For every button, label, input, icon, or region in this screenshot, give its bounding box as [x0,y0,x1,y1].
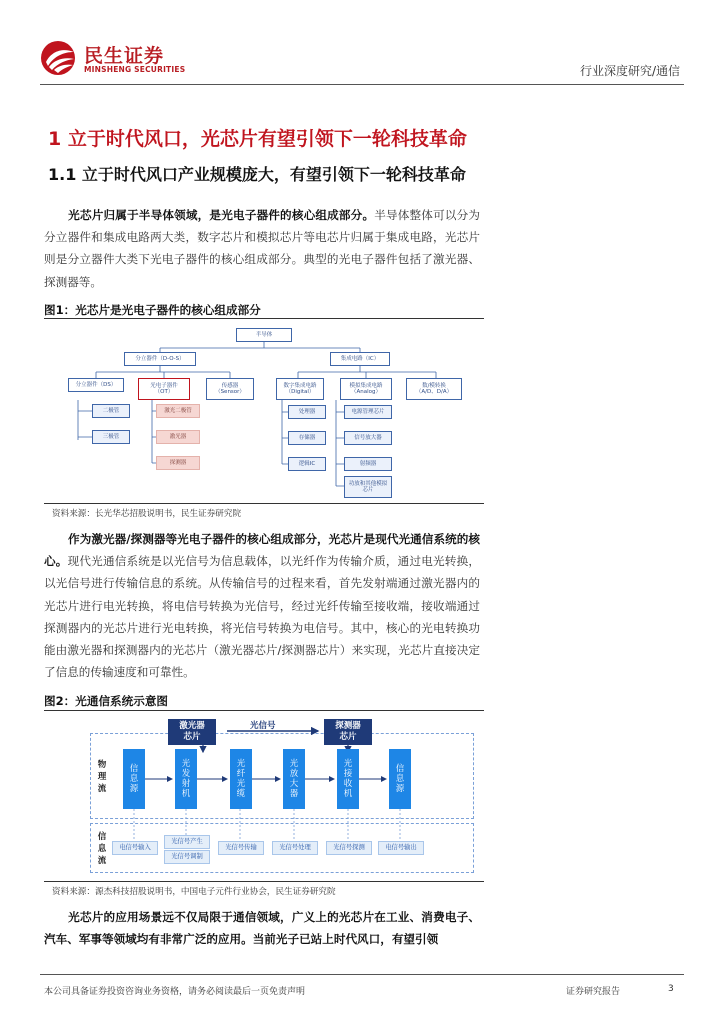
block-fiber-char-2: 纤 [236,769,246,779]
figure-2-bottom-rule [44,881,484,882]
node-digital-ic [276,378,324,400]
figure-1-source: 资料来源：长光华芯招股说明书，民生证券研究院 [52,509,242,519]
block-amplifier-char-2: 放 [289,769,299,779]
figure-2-optical-communication [44,713,484,883]
paragraph-1-lead: 光芯片归属于半导体领域，是光电子器件的核心组成部分。 [68,208,375,222]
node-sensor-abbr: （Sensor） [215,389,245,395]
laser-chip-line2: 芯片 [183,732,201,742]
detector-chip-box [324,719,372,745]
block-transmitter-char-4: 机 [181,789,191,799]
node-optoelectronic-label: 光电子器件 [150,383,178,389]
node-ds: 分立器件（DS） [68,378,124,392]
logo-chinese-name: 民生证券 [84,45,165,67]
info-flow-label [96,831,108,867]
block-amplifier-char-4: 器 [289,789,299,799]
section-title: 1 立于时代风口，光芯片有望引领下一轮科技革命 [48,128,467,150]
block-optical-receiver [337,749,359,809]
laser-chip-box [168,719,216,745]
block-info-source-char-2: 息 [129,774,139,784]
paragraph-1 [44,204,480,293]
node-memory: 存储器 [288,431,326,445]
info-optical-generation: 光信号产生 [164,835,210,849]
footer-divider [40,974,684,975]
detector-chip-line1: 探测器 [335,721,361,731]
optical-signal-label: 光信号 [250,721,276,731]
node-processor: 处理器 [288,405,326,419]
subsection-title: 1.1 立于时代风口产业规模庞大，有望引领下一轮科技革命 [48,165,466,184]
node-integrated-circuits: 集成电路（IC） [330,352,390,366]
figure-1-title: 图1：光芯片是光电子器件的核心组成部分 [44,303,261,317]
minsheng-logo-icon [40,40,78,76]
block-info-sink [389,749,411,809]
block-info-sink-char-3: 源 [395,784,405,794]
node-digital-ic-label: 数字集成电路 [283,383,317,389]
figure-1-top-rule [44,318,484,319]
node-ad-da [406,378,462,400]
node-ad-da-abbr: （A/D、D/A） [415,389,453,395]
physical-flow-label [96,759,108,795]
info-optical-transmission: 光信号传输 [218,841,264,855]
figure-2-connectors [44,713,484,883]
block-fiber-char-4: 缆 [236,789,246,799]
node-detector: 探测器 [156,456,200,470]
info-optical-modulation: 光信号调制 [164,850,210,864]
node-laser-diode: 激光二极管 [156,404,200,418]
node-diode: 二极管 [92,404,130,418]
block-info-source-char-3: 源 [129,784,139,794]
node-analog-ic [340,378,392,400]
node-other-analog [344,476,392,498]
physical-flow-char-3: 流 [97,784,107,794]
block-receiver-char-1: 光 [343,759,353,769]
figure-2-title: 图2：光通信系统示意图 [44,694,169,708]
paragraph-3 [44,906,480,950]
node-triode: 三极管 [92,430,130,444]
node-logic-ic: 逻辑IC [288,457,326,471]
block-fiber-char-1: 光 [236,759,246,769]
node-optoelectronic [138,378,190,400]
node-other-analog-line2: 芯片 [362,487,374,493]
node-optoelectronic-abbr: （OT） [154,389,174,395]
paragraph-2-lead: 作为激光器/探测器等光电子器件的核心组成部分，光芯片是现代光通信系统的核心。 [44,532,480,569]
node-analog-ic-label: 模拟集成电路 [349,383,383,389]
paragraph-1-body: 半导体整体可以分为分立器件和集成电路两大类，数字芯片和模拟芯片等电芯片归属于集成电路，光芯片则是分立器件大类下光电子器件的核心组成部分。典型的光电子器件包括了激光器、探测器等。 [44,208,480,289]
laser-chip-line1: 激光器 [179,721,205,731]
figure-1-bottom-rule [44,503,484,504]
node-digital-ic-abbr: （Digital） [285,389,315,395]
logo-english-name: MINSHENG SECURITIES [84,65,186,74]
block-receiver-char-4: 机 [343,789,353,799]
info-flow-char-3: 流 [97,856,107,866]
figure-2-source: 资料来源：源杰科技招股说明书，中国电子元件行业协会，民生证券研究院 [52,887,336,897]
detector-chip-line2: 芯片 [339,732,357,742]
block-optical-amplifier [283,749,305,809]
node-signal-amplifier: 信号放大器 [344,431,392,445]
block-transmitter-char-3: 射 [181,779,191,789]
node-analog-ic-abbr: （Analog） [350,389,381,395]
block-info-source [123,749,145,809]
physical-flow-char-1: 物 [97,760,107,770]
block-amplifier-char-1: 光 [289,759,299,769]
block-amplifier-char-3: 大 [289,779,299,789]
info-flow-char-2: 息 [97,844,107,854]
page-header [0,0,724,90]
footer-disclaimer: 本公司具备证券投资咨询业务资格，请务必阅读最后一页免责声明 [44,987,306,997]
block-transmitter-char-1: 光 [181,759,191,769]
node-rf: 射频器 [344,457,392,471]
block-receiver-char-2: 接 [343,769,353,779]
page-number: 3 [668,984,674,994]
block-info-sink-char-2: 息 [395,774,405,784]
block-optical-transmitter [175,749,197,809]
paragraph-2-body: 现代光通信系统是以光信号为信息载体，以光纤作为传输介质，通过电光转换，以光信号进行传输信息的系统。从传输信号的过程来看，首先发射端通过激光器内的光芯片进行电光转换，将电信号转换为光信号，经过光纤传输至接收端，接收端通过探测器内的光芯片进行光电转换，将光信号转换为电信号。其中，核心的光电转换功能由激光器和探测器内的光芯片（激光器芯片/探测器芯片）来实现，光芯片直接决定了信息的传输速度和可靠性。 [44,554,480,680]
block-info-source-char-1: 信 [129,764,139,774]
info-optical-processing: 光信号处理 [272,841,318,855]
physical-flow-char-2: 理 [97,772,107,782]
node-laser: 激光器 [156,430,200,444]
node-discrete-devices: 分立器件（D-O-S） [124,352,196,366]
header-divider [40,84,684,85]
block-receiver-char-3: 收 [343,779,353,789]
footer-report-type: 证券研究报告 [566,987,621,997]
info-electrical-output: 电信号输出 [378,841,424,855]
node-sensor-label: 传感器 [221,383,239,389]
figure-1-semiconductor-tree [44,320,484,500]
minsheng-logo [40,40,186,76]
figure-2-top-rule [44,710,484,711]
paragraph-2 [44,528,480,683]
block-transmitter-char-2: 发 [181,769,191,779]
node-ad-da-label: 数/模转换 [422,383,446,389]
paragraph-3-lead: 光芯片的应用场景远不仅局限于通信领域，广义上的光芯片在工业、消费电子、汽车、军事等领域均有非常广泛的应用。当前光子已站上时代风口，有望引领 [44,910,480,947]
block-fiber-char-3: 光 [236,779,246,789]
node-semiconductor: 半导体 [236,328,292,342]
node-other-analog-line1: 功放和其他模拟 [348,481,388,487]
info-electrical-input: 电信号输入 [112,841,158,855]
block-fiber-cable [230,749,252,809]
info-optical-detection: 光信号探测 [326,841,372,855]
block-info-sink-char-1: 信 [395,764,405,774]
info-flow-char-1: 信 [97,832,107,842]
node-power-management: 电源管理芯片 [344,405,392,419]
node-sensor [206,378,254,400]
report-category: 行业深度研究/通信 [579,64,680,78]
